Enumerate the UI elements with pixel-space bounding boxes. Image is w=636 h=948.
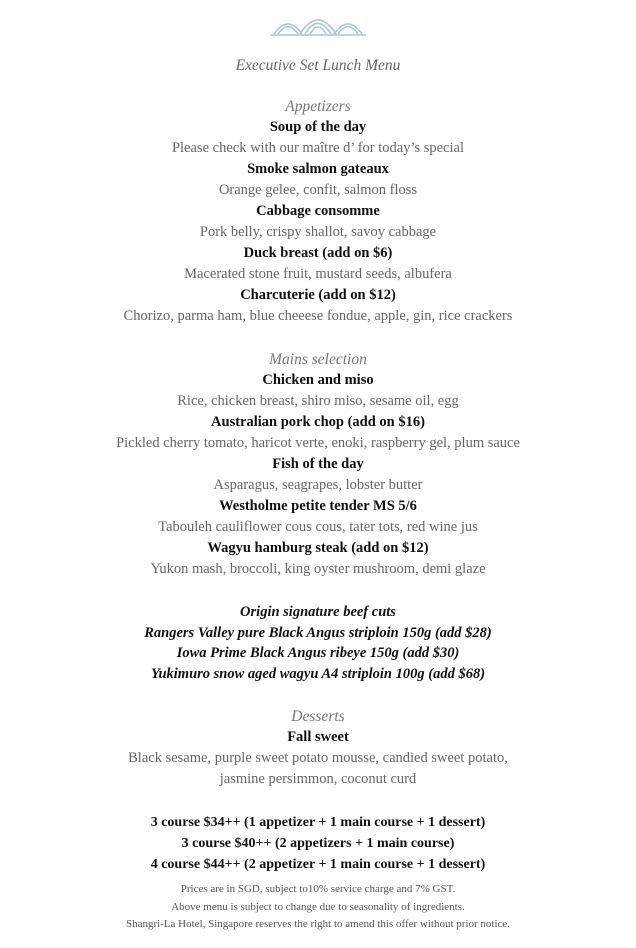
signature-item: Yukimuro snow aged wagyu A4 striploin 100g (add $68) xyxy=(150,665,486,682)
menu-item-name: Westholme petite tender MS 5/6 xyxy=(219,498,417,514)
menu-item-description: Please check with our maître d’ for today’s special xyxy=(171,140,465,156)
menu-item-description: Chorizo, parma ham, blue cheeese fondue, apple, gin, rice crackers xyxy=(123,308,513,324)
price-option: 4 course $44++ (2 appetizer + 1 main course + 1 dessert) xyxy=(150,857,486,872)
footer-note: Above menu is subject to change due to seasonality of ingredients. xyxy=(171,900,465,913)
menu-item-description: Black sesame, purple sweet potato mousse, candied sweet potato, xyxy=(128,750,508,766)
section-heading-signature: Origin signature beef cuts xyxy=(240,604,396,620)
menu-item-name: Charcuterie (add on $12) xyxy=(240,287,396,303)
menu-item-name: Wagyu hamburg steak (add on $12) xyxy=(207,540,429,556)
menu-item-name: Fall sweet xyxy=(287,729,349,745)
menu-item-description: Yukon mash, broccoli, king oyster mushroom, demi glaze xyxy=(150,561,486,577)
menu-item-description: jasmine persimmon, coconut curd xyxy=(219,771,417,787)
section-heading-mains: Mains selection xyxy=(269,351,367,368)
menu-item-description: Asparagus, seagrapes, lobster butter xyxy=(213,477,423,493)
menu-item-description: Rice, chicken breast, shiro miso, sesame oil, egg xyxy=(177,393,459,409)
menu-item-name: Smoke salmon gateaux xyxy=(247,161,389,177)
section-heading-desserts: Desserts xyxy=(291,708,345,725)
price-option: 3 course $40++ (2 appetizers + 1 main course) xyxy=(181,836,455,851)
menu-item-name: Australian pork chop (add on $16) xyxy=(211,414,425,430)
menu-item-description: Orange gelee, confit, salmon floss xyxy=(218,182,418,198)
price-option: 3 course $34++ (1 appetizer + 1 main course + 1 dessert) xyxy=(150,815,486,830)
footer-note: Prices are in SGD, subject to10% service charge and 7% GST. xyxy=(180,883,456,895)
menu-content xyxy=(0,54,636,934)
menu-item-description: Pickled cherry tomato, haricot verte, enoki, raspberry gel, plum sauce xyxy=(116,435,520,451)
menu-item-name: Duck breast (add on $6) xyxy=(243,245,393,261)
menu-item-name: Cabbage consomme xyxy=(256,203,380,219)
section-heading-appetizers: Appetizers xyxy=(285,98,351,115)
footer-notes xyxy=(0,881,636,934)
menu-item-name: Chicken and miso xyxy=(262,372,374,388)
footer-note: Shangri-La Hotel, Singapore reserves the right to amend this offer without prior notice. xyxy=(125,918,511,930)
menu-item-description: Pork belly, crispy shallot, savoy cabbage xyxy=(199,224,437,240)
menu-title: Executive Set Lunch Menu xyxy=(235,57,401,74)
menu-item-name: Fish of the day xyxy=(272,456,364,472)
signature-item: Iowa Prime Black Angus ribeye 150g (add $30) xyxy=(176,645,460,661)
menu-item-description: Tabouleh cauliflower cous cous, tater tots, red wine jus xyxy=(158,519,478,535)
arches-logo-icon xyxy=(268,4,368,38)
signature-item: Rangers Valley pure Black Angus striploin 150g (add $28) xyxy=(144,624,492,641)
menu-item-name: Soup of the day xyxy=(269,119,367,135)
menu-item-description: Macerated stone fruit, mustard seeds, albufera xyxy=(184,266,452,282)
